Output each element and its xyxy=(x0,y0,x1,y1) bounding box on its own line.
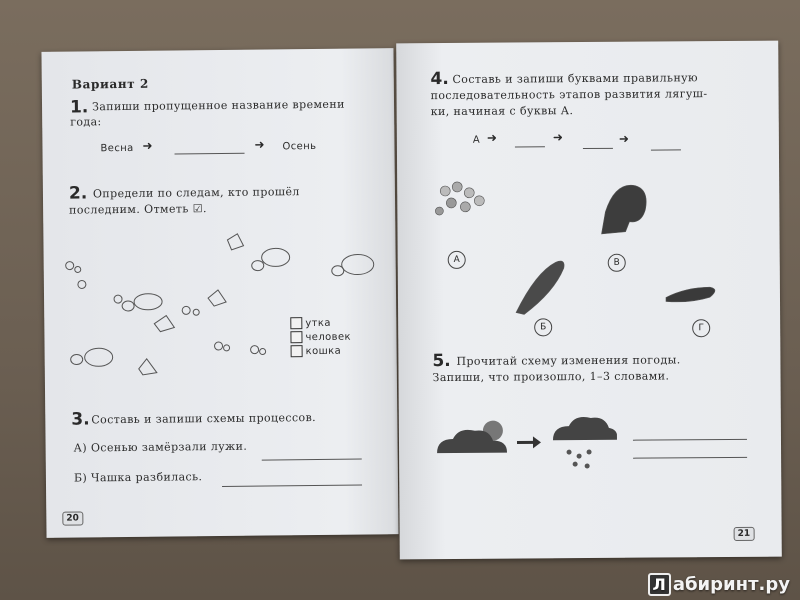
task5-number: 5. xyxy=(432,350,451,372)
sequence-answer-2[interactable] xyxy=(583,148,613,149)
task2-number: 2. xyxy=(68,183,88,204)
label-v-badge: В xyxy=(608,254,626,272)
task2-text-line1: Определи по следам, кто прошёл xyxy=(92,185,300,201)
task1-text-line1: Запиши пропущенное название времени xyxy=(91,97,345,114)
task3-number: 3. xyxy=(71,409,90,430)
task4-text-line2: последовательность этапов развития лягуш- xyxy=(430,87,708,103)
option-cat[interactable]: кошка xyxy=(291,345,352,360)
rain-cloud-icon xyxy=(553,417,617,440)
footprints-illustration xyxy=(57,226,379,399)
arrow-icon: ➜ xyxy=(552,130,563,145)
left-page xyxy=(41,48,398,538)
weather-scheme-illustration xyxy=(427,412,617,473)
season-end: Осень xyxy=(282,140,317,153)
task4-number: 4. xyxy=(430,68,449,90)
variant-heading: Вариант 2 xyxy=(71,76,150,92)
answer-options xyxy=(290,317,351,360)
task3-item-a: А) Осенью замёрзали лужи. xyxy=(73,439,248,455)
season-answer-line[interactable] xyxy=(175,153,245,155)
task3-text: Составь и запиши схемы процессов. xyxy=(91,411,317,427)
page-number-left: 20 xyxy=(62,511,83,525)
task2-text-line2: последним. Отметь ☑. xyxy=(69,202,207,217)
task5-text-line1: Прочитай схему изменения погоды. xyxy=(456,353,681,368)
task3-answer-b[interactable] xyxy=(222,485,362,487)
arrow-icon: ➜ xyxy=(618,131,629,146)
checkbox[interactable] xyxy=(290,331,302,343)
label-g-badge: Г xyxy=(692,319,710,337)
right-page xyxy=(396,41,782,560)
page-number-right: 21 xyxy=(734,527,755,541)
task3-item-b: Б) Чашка разбилась. xyxy=(73,470,203,485)
checkbox[interactable] xyxy=(291,345,303,357)
task1-text-line2: года: xyxy=(70,115,102,129)
label-a-badge: А xyxy=(448,251,466,269)
task5-answer-2[interactable] xyxy=(633,457,747,459)
sequence-answer-1[interactable] xyxy=(515,146,545,147)
option-duck[interactable]: утка xyxy=(290,317,351,332)
frog-life-cycle-illustration xyxy=(425,171,766,343)
season-start: Весна xyxy=(100,142,134,155)
arrow-icon: ➜ xyxy=(142,138,153,153)
arrow-icon: ➜ xyxy=(254,137,265,152)
option-person[interactable]: человек xyxy=(290,331,351,346)
sequence-start-letter: А xyxy=(472,134,481,146)
task1-number: 1. xyxy=(69,97,89,118)
task5-answer-1[interactable] xyxy=(633,439,747,441)
task4-text-line3: ки, начиная с буквы А. xyxy=(430,104,574,119)
task4-text-line1: Составь и запиши буквами правильную xyxy=(452,71,699,86)
labirint-watermark: Л абиринт.ру xyxy=(648,573,790,596)
label-b-badge: Б xyxy=(534,318,552,336)
arrow-icon: ➜ xyxy=(486,130,497,145)
task3-answer-a[interactable] xyxy=(262,459,362,461)
checkbox[interactable] xyxy=(290,317,302,329)
sequence-answer-3[interactable] xyxy=(651,149,681,150)
task5-text-line2: Запиши, что произошло, 1–3 словами. xyxy=(432,369,670,385)
